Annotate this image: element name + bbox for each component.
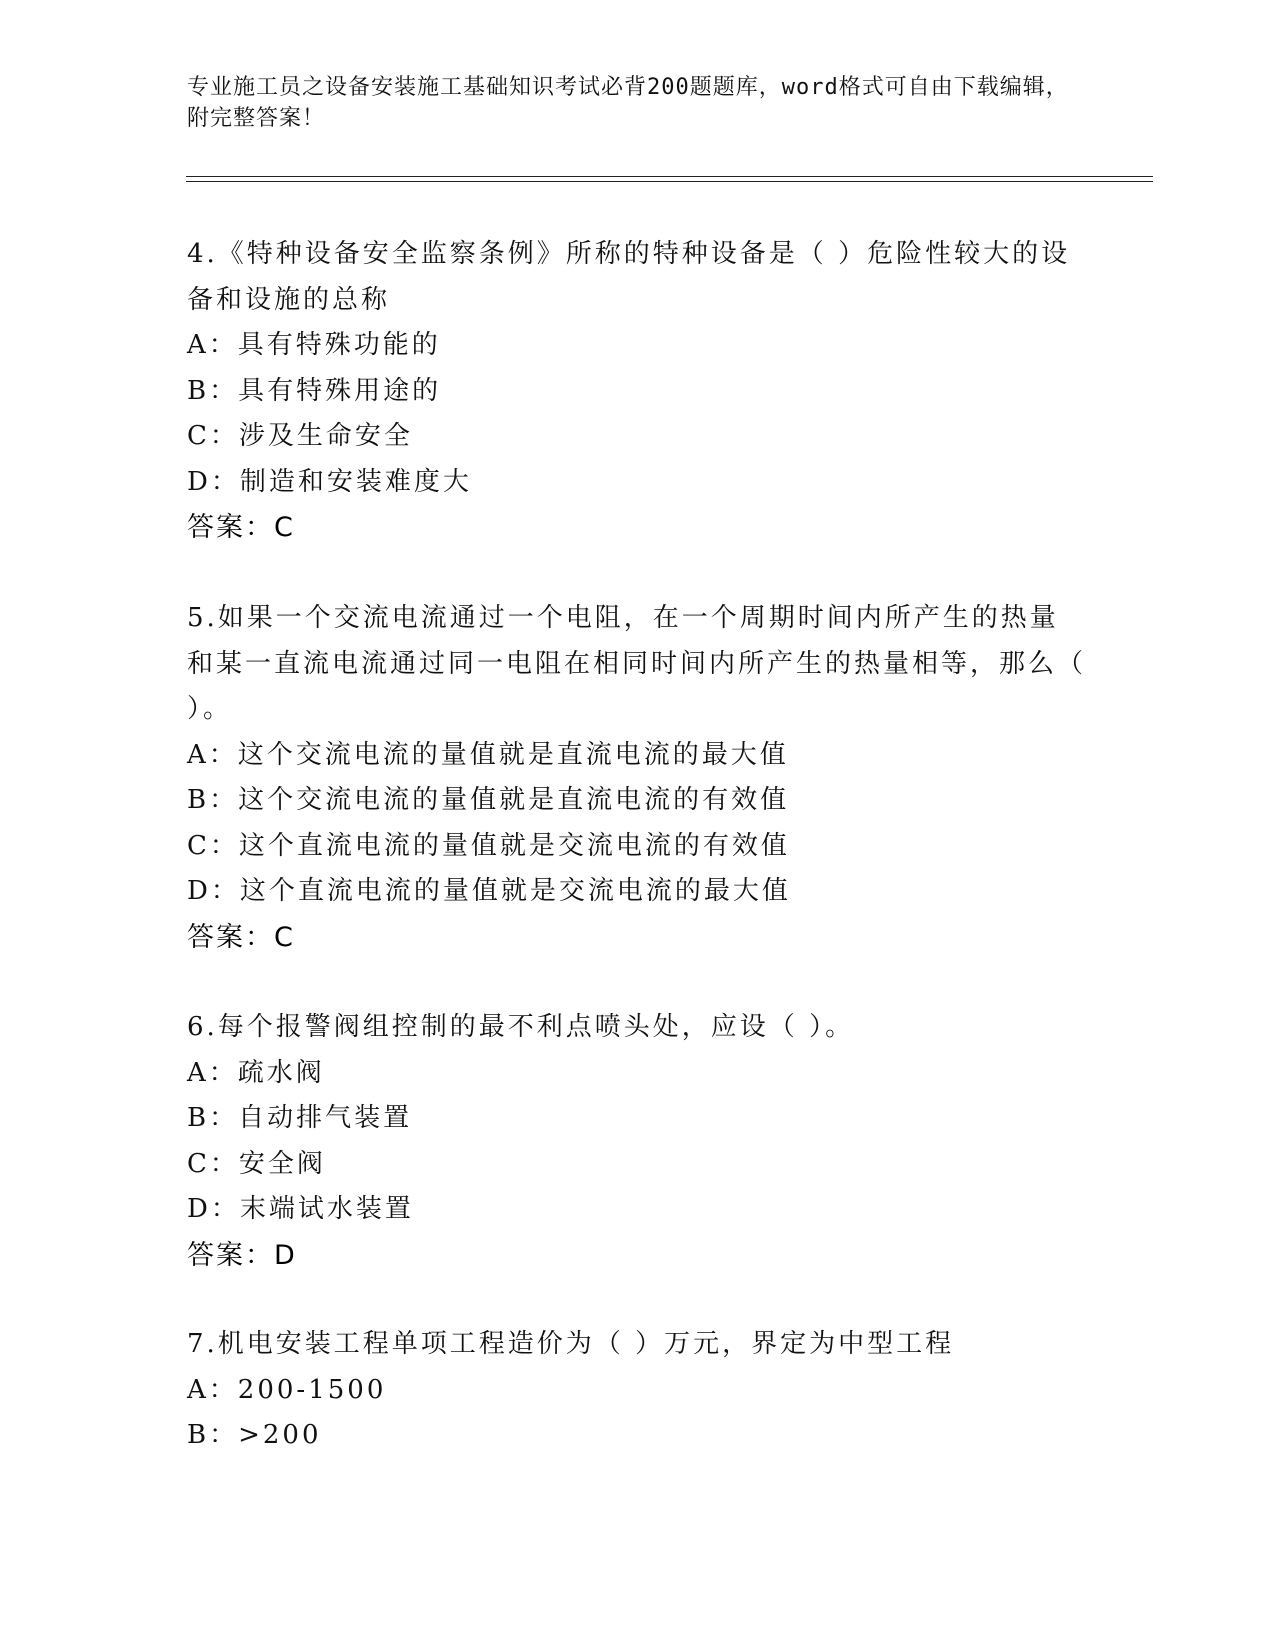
option-b: B：具有特殊用途的 (187, 375, 442, 406)
option-c: C：安全阀 (187, 1148, 326, 1179)
option-a: A：具有特殊功能的 (187, 330, 441, 360)
option-d: D：末端试水装置 (187, 1194, 414, 1224)
option-a: A：200-1500 (187, 1374, 387, 1405)
option-c: C：涉及生命安全 (187, 421, 413, 451)
option-b: B：这个交流电流的量值就是直流电流的有效值 (187, 785, 790, 815)
answer: 答案：C (187, 512, 295, 543)
option-b: B：自动排气装置 (187, 1103, 413, 1133)
header-divider-bottom (186, 181, 1153, 182)
option-c: C：这个直流电流的量值就是交流电流的有效值 (187, 830, 790, 861)
option-a: A：疏水阀 (187, 1057, 325, 1088)
answer: 答案：D (187, 1239, 297, 1271)
answer: 答案：C (187, 921, 295, 953)
question-4 (187, 232, 1087, 551)
option-b: B：>200 (187, 1420, 322, 1450)
question-7 (187, 1322, 1087, 1459)
question-stem: 4.《特种设备安全监察条例》所称的特种设备是（ ）危险性较大的设备和设施的总称 (187, 239, 1071, 315)
option-d: D：制造和安装难度大 (187, 466, 472, 497)
option-d: D：这个直流电流的量值就是交流电流的最大值 (187, 876, 791, 906)
question-5 (187, 596, 1087, 960)
question-stem: 5.如果一个交流电流通过一个电阻，在一个周期时间内所产生的热量和某一直流电流通过同一电阻在相同时间内所产生的热量相等，那么（ ）。 (187, 603, 1087, 724)
question-6 (187, 1005, 1087, 1278)
header-divider-top (186, 176, 1153, 177)
option-a: A：这个交流电流的量值就是直流电流的最大值 (187, 739, 789, 770)
question-stem: 6.每个报警阀组控制的最不利点喷头处，应设（ ）。 (187, 1012, 855, 1042)
question-stem: 7.机电安装工程单项工程造价为（ ）万元，界定为中型工程 (187, 1329, 955, 1359)
document-header: 专业施工员之设备安装施工基础知识考试必背200题题库，word格式可自由下载编辑，附完整答案！ (187, 75, 1069, 131)
